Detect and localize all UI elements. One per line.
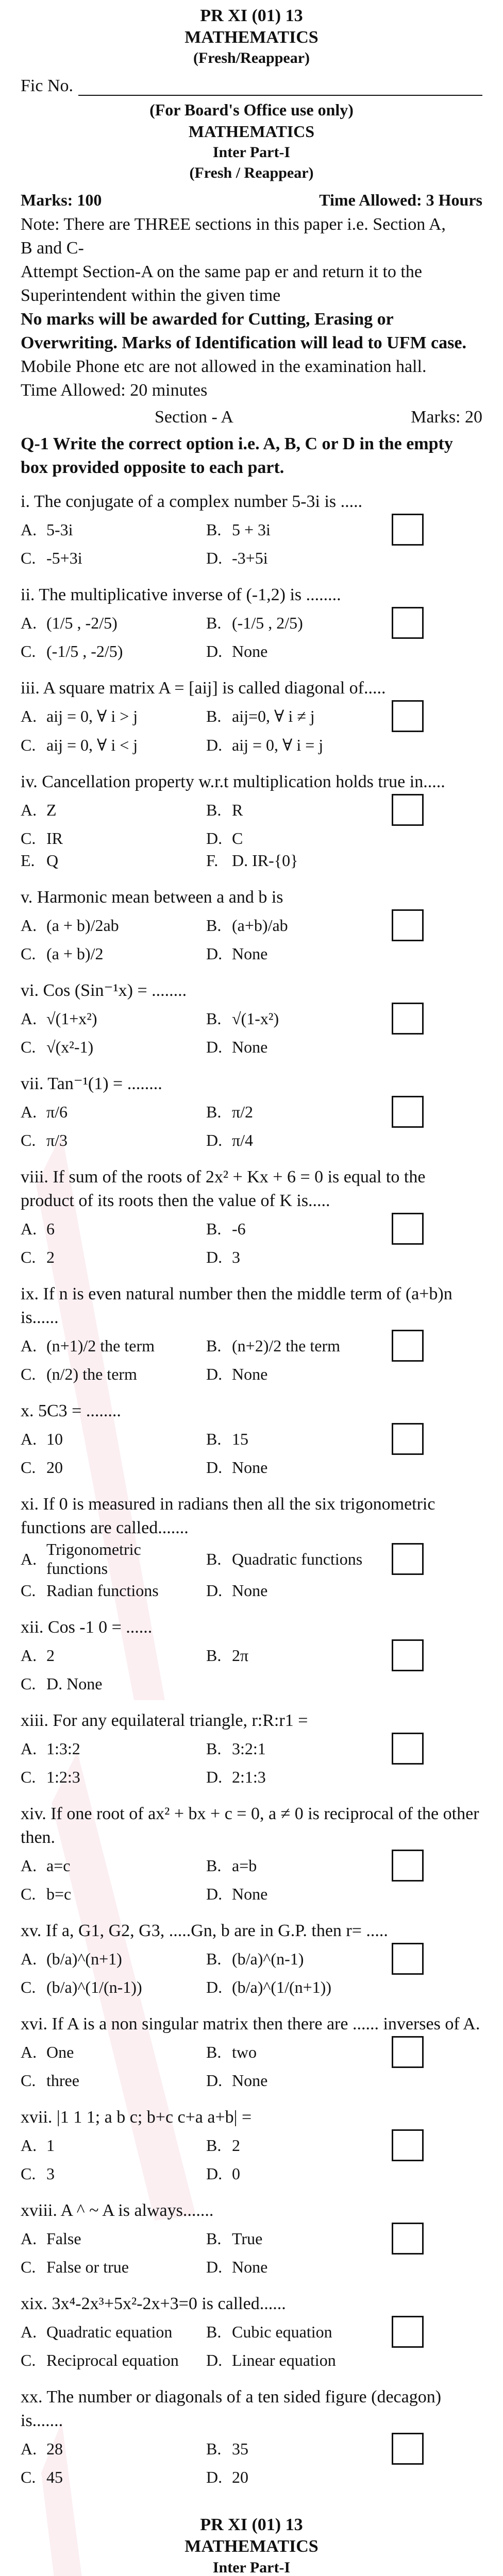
option-letter: B.: [206, 520, 222, 539]
mcq-question: xix. 3x⁴-2x³+5x²-2x+3=0 is called......: [21, 2294, 286, 2313]
option-text: (b/a)^(1/(n+1)): [232, 1978, 331, 1996]
option-text: Trigonometric functions: [46, 1540, 141, 1578]
option-text: D. IR-{0}: [232, 851, 298, 870]
option-letter: A.: [21, 1009, 37, 1028]
option-letter: A.: [21, 1102, 37, 1121]
option-text: √(1-x²): [232, 1009, 279, 1028]
mcq-options: [21, 909, 482, 963]
option-text: Quadratic functions: [232, 1549, 363, 1568]
option-letter: B.: [206, 1856, 222, 1875]
option-text: 3:2:1: [232, 1739, 266, 1758]
option-text: False or true: [46, 2258, 129, 2276]
option-letter: C.: [21, 944, 36, 963]
option-letter: D.: [206, 2164, 223, 2183]
option-text: 1:3:2: [46, 1739, 80, 1758]
note-line: B and C-: [21, 239, 84, 258]
option-text: None: [232, 1365, 268, 1383]
option-text: 15: [232, 1429, 248, 1448]
option-text: 5-3i: [46, 520, 73, 539]
option-text: None: [232, 2258, 268, 2276]
mcq-item: [21, 2012, 482, 2090]
marks-total: Marks: 100: [21, 191, 102, 209]
answer-box[interactable]: [392, 1850, 424, 1882]
note-line: Attempt Section-A on the same pap er and return it to the: [21, 262, 422, 281]
answer-box[interactable]: [392, 1330, 424, 1362]
option-text: None: [232, 1581, 268, 1600]
option-letter: A.: [21, 520, 37, 539]
option-text: (n+1)/2 the term: [46, 1336, 155, 1355]
option-letter: B.: [206, 1549, 222, 1568]
option-letter: A.: [21, 613, 37, 632]
mcq-options: [21, 700, 482, 755]
option-letter: C.: [21, 2468, 36, 2486]
note-line: Time Allowed: 20 minutes: [21, 381, 208, 400]
mcq-list: [21, 490, 482, 2487]
option-text: π/4: [232, 1131, 254, 1149]
option-letter: D.: [206, 2351, 223, 2369]
option-letter: D.: [206, 1038, 223, 1056]
part-label-2: Inter Part-I: [212, 2559, 291, 2576]
option-letter: B.: [206, 2042, 222, 2061]
mcq-options: [21, 607, 482, 661]
answer-box[interactable]: [392, 1733, 424, 1765]
option-text: aij=0, ∀ i ≠ j: [232, 707, 315, 725]
part-label: Inter Part-I: [212, 144, 291, 161]
option-letter: B.: [206, 1102, 222, 1121]
mcq-options: [21, 1639, 482, 1693]
subject-title: MATHEMATICS: [185, 28, 318, 47]
mcq-item: [21, 1493, 482, 1600]
option-text: One: [46, 2042, 74, 2061]
option-text: 35: [232, 2439, 248, 2458]
mcq-question: xx. The number or diagonals of a ten sided figure (decagon) is.......: [21, 2387, 442, 2430]
option-letter: A.: [21, 2042, 37, 2061]
mcq-item: [21, 676, 482, 755]
mcq-options: [21, 794, 482, 870]
mcq-question: xiii. For any equilateral triangle, r:R:r1 =: [21, 1711, 308, 1730]
option-text: a=c: [46, 1856, 71, 1875]
paper-part-2: [0, 2514, 503, 2576]
option-text: Radian functions: [46, 1581, 159, 1600]
option-letter: D.: [206, 1365, 223, 1383]
option-text: 20: [46, 1458, 63, 1477]
option-letter: A.: [21, 916, 37, 935]
option-letter: D.: [206, 642, 223, 660]
option-letter: C.: [21, 1131, 36, 1149]
option-letter: C.: [21, 2164, 36, 2183]
option-letter: B.: [206, 1219, 222, 1238]
mcq-question: iv. Cancellation property w.r.t multiplication holds true in.....: [21, 772, 445, 791]
option-letter: D.: [206, 1248, 223, 1266]
option-text: IR: [46, 829, 63, 848]
option-letter: A.: [21, 1646, 37, 1665]
option-text: Cubic equation: [232, 2322, 332, 2341]
option-letter: A.: [21, 2322, 37, 2341]
option-text: 1:2:3: [46, 1768, 80, 1786]
option-letter: D.: [206, 549, 223, 567]
option-letter: A.: [21, 1739, 37, 1758]
option-text: 2:1:3: [232, 1768, 266, 1786]
option-text: None: [232, 1885, 268, 1903]
option-text: False: [46, 2229, 81, 2248]
option-letter: D.: [206, 1458, 223, 1477]
option-text: (b/a)^(n-1): [232, 1949, 304, 1968]
option-text: (-1/5 , 2/5): [232, 613, 303, 632]
mcq-item: [21, 886, 482, 963]
option-text: aij = 0, ∀ i = j: [232, 736, 324, 754]
mcq-question: x. 5C3 = ........: [21, 1401, 121, 1420]
option-letter: C.: [21, 1038, 36, 1056]
option-text: None: [232, 642, 268, 660]
option-letter: A.: [21, 2439, 37, 2458]
paper-type-2: (Fresh / Reappear): [189, 164, 314, 181]
option-letter: B.: [206, 916, 222, 935]
answer-box[interactable]: [392, 1639, 424, 1671]
option-text: Linear equation: [232, 2351, 336, 2369]
option-letter: D.: [206, 2071, 223, 2090]
option-letter: C.: [21, 1365, 36, 1383]
subject-title-3: MATHEMATICS: [185, 2537, 318, 2556]
option-letter: C.: [21, 642, 36, 660]
option-letter: C.: [21, 829, 36, 848]
mcq-question: vii. Tan⁻¹(1) = ........: [21, 1074, 162, 1093]
option-text: 28: [46, 2439, 63, 2458]
option-letter: A.: [21, 2136, 37, 2155]
mcq-options: [21, 2223, 482, 2277]
answer-box[interactable]: [392, 2129, 424, 2161]
option-letter: B.: [206, 2136, 222, 2155]
note-line: Mobile Phone etc are not allowed in the examination hall.: [21, 357, 427, 376]
mcq-item: [21, 1919, 482, 1997]
mcq-question: v. Harmonic mean between a and b is: [21, 888, 283, 907]
option-letter: D.: [206, 944, 223, 963]
mcq-options: [21, 1096, 482, 1150]
mcq-options: [21, 1003, 482, 1057]
mcq-question: xii. Cos -1 0 = ......: [21, 1618, 153, 1637]
option-text: None: [232, 944, 268, 963]
answer-box[interactable]: [392, 2036, 424, 2068]
option-letter: C.: [21, 2258, 36, 2276]
option-text: -6: [232, 1219, 246, 1238]
option-letter: F.: [206, 851, 219, 870]
answer-box[interactable]: [392, 1943, 424, 1975]
answer-box[interactable]: [392, 700, 424, 732]
option-text: 3: [232, 1248, 240, 1266]
mcq-question: iii. A square matrix A = [aij] is called diagonal of.....: [21, 679, 386, 698]
mcq-item: [21, 1399, 482, 1477]
option-text: None: [232, 2071, 268, 2090]
note-line: Note: There are THREE sections in this paper i.e. Section A,: [21, 215, 446, 234]
option-text: three: [46, 2071, 79, 2090]
option-text: 6: [46, 1219, 55, 1238]
mcq-question: xvii. |1 1 1; a b c; b+c c+a a+b| =: [21, 2108, 252, 2127]
option-text: Quadratic equation: [46, 2322, 173, 2341]
answer-box[interactable]: [392, 1003, 424, 1035]
option-text: 2π: [232, 1646, 249, 1665]
option-text: 2: [46, 1646, 55, 1665]
option-text: (a + b)/2: [46, 944, 104, 963]
option-text: π/2: [232, 1102, 254, 1121]
fic-no-field[interactable]: [78, 80, 482, 96]
mcq-question: xvi. If A is a non singular matrix then there are ...... inverses of A.: [21, 2014, 480, 2033]
option-letter: A.: [21, 1856, 37, 1875]
option-text: (b/a)^(1/(n-1)): [46, 1978, 142, 1996]
mcq-item: [21, 583, 482, 661]
answer-box[interactable]: [392, 1213, 424, 1245]
option-text: π/6: [46, 1102, 68, 1121]
option-letter: B.: [206, 1429, 222, 1448]
mcq-question: xv. If a, G1, G2, G3, .....Gn, b are in G.P. then r= .....: [21, 1921, 388, 1940]
paper-code: PR XI (01) 13: [200, 6, 303, 25]
option-letter: D.: [206, 1768, 223, 1786]
answer-box[interactable]: [392, 607, 424, 639]
option-letter: C.: [21, 1768, 36, 1786]
option-letter: D.: [206, 1978, 223, 1996]
mcq-options: [21, 1330, 482, 1384]
option-text: (a+b)/ab: [232, 916, 288, 935]
mcq-item: [21, 1072, 482, 1150]
mcq-question: i. The conjugate of a complex number 5-3i is .....: [21, 492, 363, 511]
mcq-question: viii. If sum of the roots of 2x² + Kx + 6 = 0 is equal to the product of its roots then the value of K is.....: [21, 1167, 426, 1210]
mcq-item: [21, 490, 482, 568]
time-allowed: Time Allowed: 3 Hours: [319, 191, 482, 209]
option-text: 5 + 3i: [232, 520, 271, 539]
option-letter: C.: [21, 2351, 36, 2369]
mcq-options: [21, 1733, 482, 1787]
mcq-question: xi. If 0 is measured in radians then all the six trigonometric functions are called.......: [21, 1495, 435, 1537]
option-text: Z: [46, 800, 57, 819]
mcq-item: [21, 2199, 482, 2277]
option-letter: D.: [206, 1131, 223, 1149]
mcq-item: [21, 979, 482, 1057]
option-letter: D.: [206, 2258, 223, 2276]
q1-instructions: Q-1 Write the correct option i.e. A, B, C or D in the empty box provided opposite to each part.: [21, 434, 453, 477]
section-a-title: Section - A: [155, 408, 233, 427]
mcq-item: [21, 1165, 482, 1267]
answer-box[interactable]: [392, 1423, 424, 1455]
option-letter: D.: [206, 2468, 223, 2486]
note-line: Superintendent within the given time: [21, 286, 281, 305]
option-text: 0: [232, 2164, 240, 2183]
option-letter: D.: [206, 1581, 223, 1600]
option-text: Reciprocal equation: [46, 2351, 179, 2369]
option-text: True: [232, 2229, 263, 2248]
mcq-item: [21, 1709, 482, 1787]
paper-code-2: PR XI (01) 13: [200, 2515, 303, 2534]
mcq-options: [21, 2036, 482, 2090]
mcq-options: [21, 1540, 482, 1600]
option-letter: B.: [206, 1009, 222, 1028]
fic-no-label: Fic No.: [21, 76, 73, 95]
option-text: two: [232, 2042, 257, 2061]
option-text: (-1/5 , -2/5): [46, 642, 123, 660]
option-text: (n/2) the term: [46, 1365, 137, 1383]
option-text: -3+5i: [232, 549, 268, 567]
mcq-question: ix. If n is even natural number then the middle term of (a+b)n is......: [21, 1284, 452, 1327]
option-text: 3: [46, 2164, 55, 2183]
mcq-options: [21, 514, 482, 568]
office-use-note: (For Board's Office use only): [149, 100, 354, 119]
section-a-marks: Marks: 20: [411, 408, 482, 427]
option-text: π/3: [46, 1131, 68, 1149]
option-text: aij = 0, ∀ i > j: [46, 707, 138, 725]
answer-box[interactable]: [392, 794, 424, 826]
mcq-options: [21, 2433, 482, 2487]
option-text: -5+3i: [46, 549, 82, 567]
option-letter: C.: [21, 1458, 36, 1477]
mcq-question: ii. The multiplicative inverse of (-1,2) is ........: [21, 585, 341, 604]
mcq-options: [21, 1943, 482, 1997]
option-letter: B.: [206, 1949, 222, 1968]
subject-title-2: MATHEMATICS: [188, 122, 315, 141]
option-text: (n+2)/2 the term: [232, 1336, 340, 1355]
option-text: R: [232, 800, 243, 819]
option-text: aij = 0, ∀ i < j: [46, 736, 138, 754]
option-letter: B.: [206, 2322, 222, 2341]
option-letter: C.: [21, 735, 36, 754]
option-letter: B.: [206, 1336, 222, 1355]
option-letter: B.: [206, 800, 222, 819]
option-text: 45: [46, 2468, 63, 2486]
option-text: (a + b)/2ab: [46, 916, 119, 935]
option-letter: B.: [206, 706, 222, 725]
option-text: 20: [232, 2468, 248, 2486]
option-text: 2: [46, 1248, 55, 1266]
mcq-options: [21, 1423, 482, 1477]
option-letter: A.: [21, 1219, 37, 1238]
mcq-item: [21, 2292, 482, 2370]
option-letter: A.: [21, 1949, 37, 1968]
note-line: No marks will be awarded for Cutting, Erasing or: [21, 310, 394, 329]
option-text: C: [232, 829, 243, 848]
option-letter: B.: [206, 2229, 222, 2248]
option-letter: C.: [21, 1978, 36, 1996]
option-text: (b/a)^(n+1): [46, 1949, 122, 1968]
option-letter: A.: [21, 800, 37, 819]
option-letter: D.: [206, 829, 223, 848]
option-letter: C.: [21, 1885, 36, 1903]
option-letter: A.: [21, 1336, 37, 1355]
mcq-item: [21, 2385, 482, 2487]
mcq-item: [21, 2106, 482, 2183]
answer-box[interactable]: [392, 2316, 424, 2348]
mcq-question: xiv. If one root of ax² + bx + c = 0, a ≠ 0 is reciprocal of the other then.: [21, 1804, 479, 1847]
option-text: Q: [46, 851, 59, 870]
option-text: a=b: [232, 1856, 257, 1875]
option-letter: C.: [21, 1674, 36, 1693]
option-letter: C.: [21, 2071, 36, 2090]
answer-box[interactable]: [392, 2223, 424, 2255]
option-letter: C.: [21, 1248, 36, 1266]
option-text: None: [232, 1038, 268, 1056]
option-letter: B.: [206, 613, 222, 632]
option-letter: C.: [21, 1581, 36, 1600]
option-letter: D.: [206, 735, 223, 754]
mcq-item: [21, 1802, 482, 1904]
mcq-options: [21, 1850, 482, 1904]
option-text: None: [232, 1458, 268, 1477]
option-text: 10: [46, 1429, 63, 1448]
option-text: √(1+x²): [46, 1009, 97, 1028]
option-letter: A.: [21, 1549, 37, 1568]
option-text: D. None: [46, 1674, 103, 1693]
answer-box[interactable]: [392, 514, 424, 546]
option-letter: D.: [206, 1885, 223, 1903]
note-line: Overwriting. Marks of Identification will lead to UFM case.: [21, 333, 466, 352]
option-text: √(x²-1): [46, 1038, 94, 1056]
mcq-item: [21, 770, 482, 870]
option-letter: A.: [21, 2229, 37, 2248]
mcq-item: [21, 1616, 482, 1693]
answer-box[interactable]: [392, 1543, 424, 1575]
mcq-options: [21, 1213, 482, 1267]
option-text: 1: [46, 2136, 55, 2155]
option-letter: A.: [21, 1429, 37, 1448]
mcq-question: vi. Cos (Sin⁻¹x) = ........: [21, 981, 187, 1000]
mcq-question: xviii. A ^ ~ A is always.......: [21, 2201, 214, 2220]
mcq-options: [21, 2316, 482, 2370]
answer-box[interactable]: [392, 909, 424, 941]
answer-box[interactable]: [392, 1096, 424, 1128]
option-text: 2: [232, 2136, 240, 2155]
option-letter: A.: [21, 706, 37, 725]
instructions: [21, 213, 482, 402]
mcq-item: [21, 1282, 482, 1384]
option-letter: B.: [206, 2439, 222, 2458]
answer-box[interactable]: [392, 2433, 424, 2465]
option-letter: C.: [21, 549, 36, 567]
option-text: b=c: [46, 1885, 72, 1903]
option-text: (1/5 , -2/5): [46, 613, 118, 632]
option-letter: B.: [206, 1646, 222, 1665]
option-letter: B.: [206, 1739, 222, 1758]
paper-type: (Fresh/Reappear): [193, 49, 310, 66]
option-letter: E.: [21, 851, 35, 870]
mcq-options: [21, 2129, 482, 2183]
